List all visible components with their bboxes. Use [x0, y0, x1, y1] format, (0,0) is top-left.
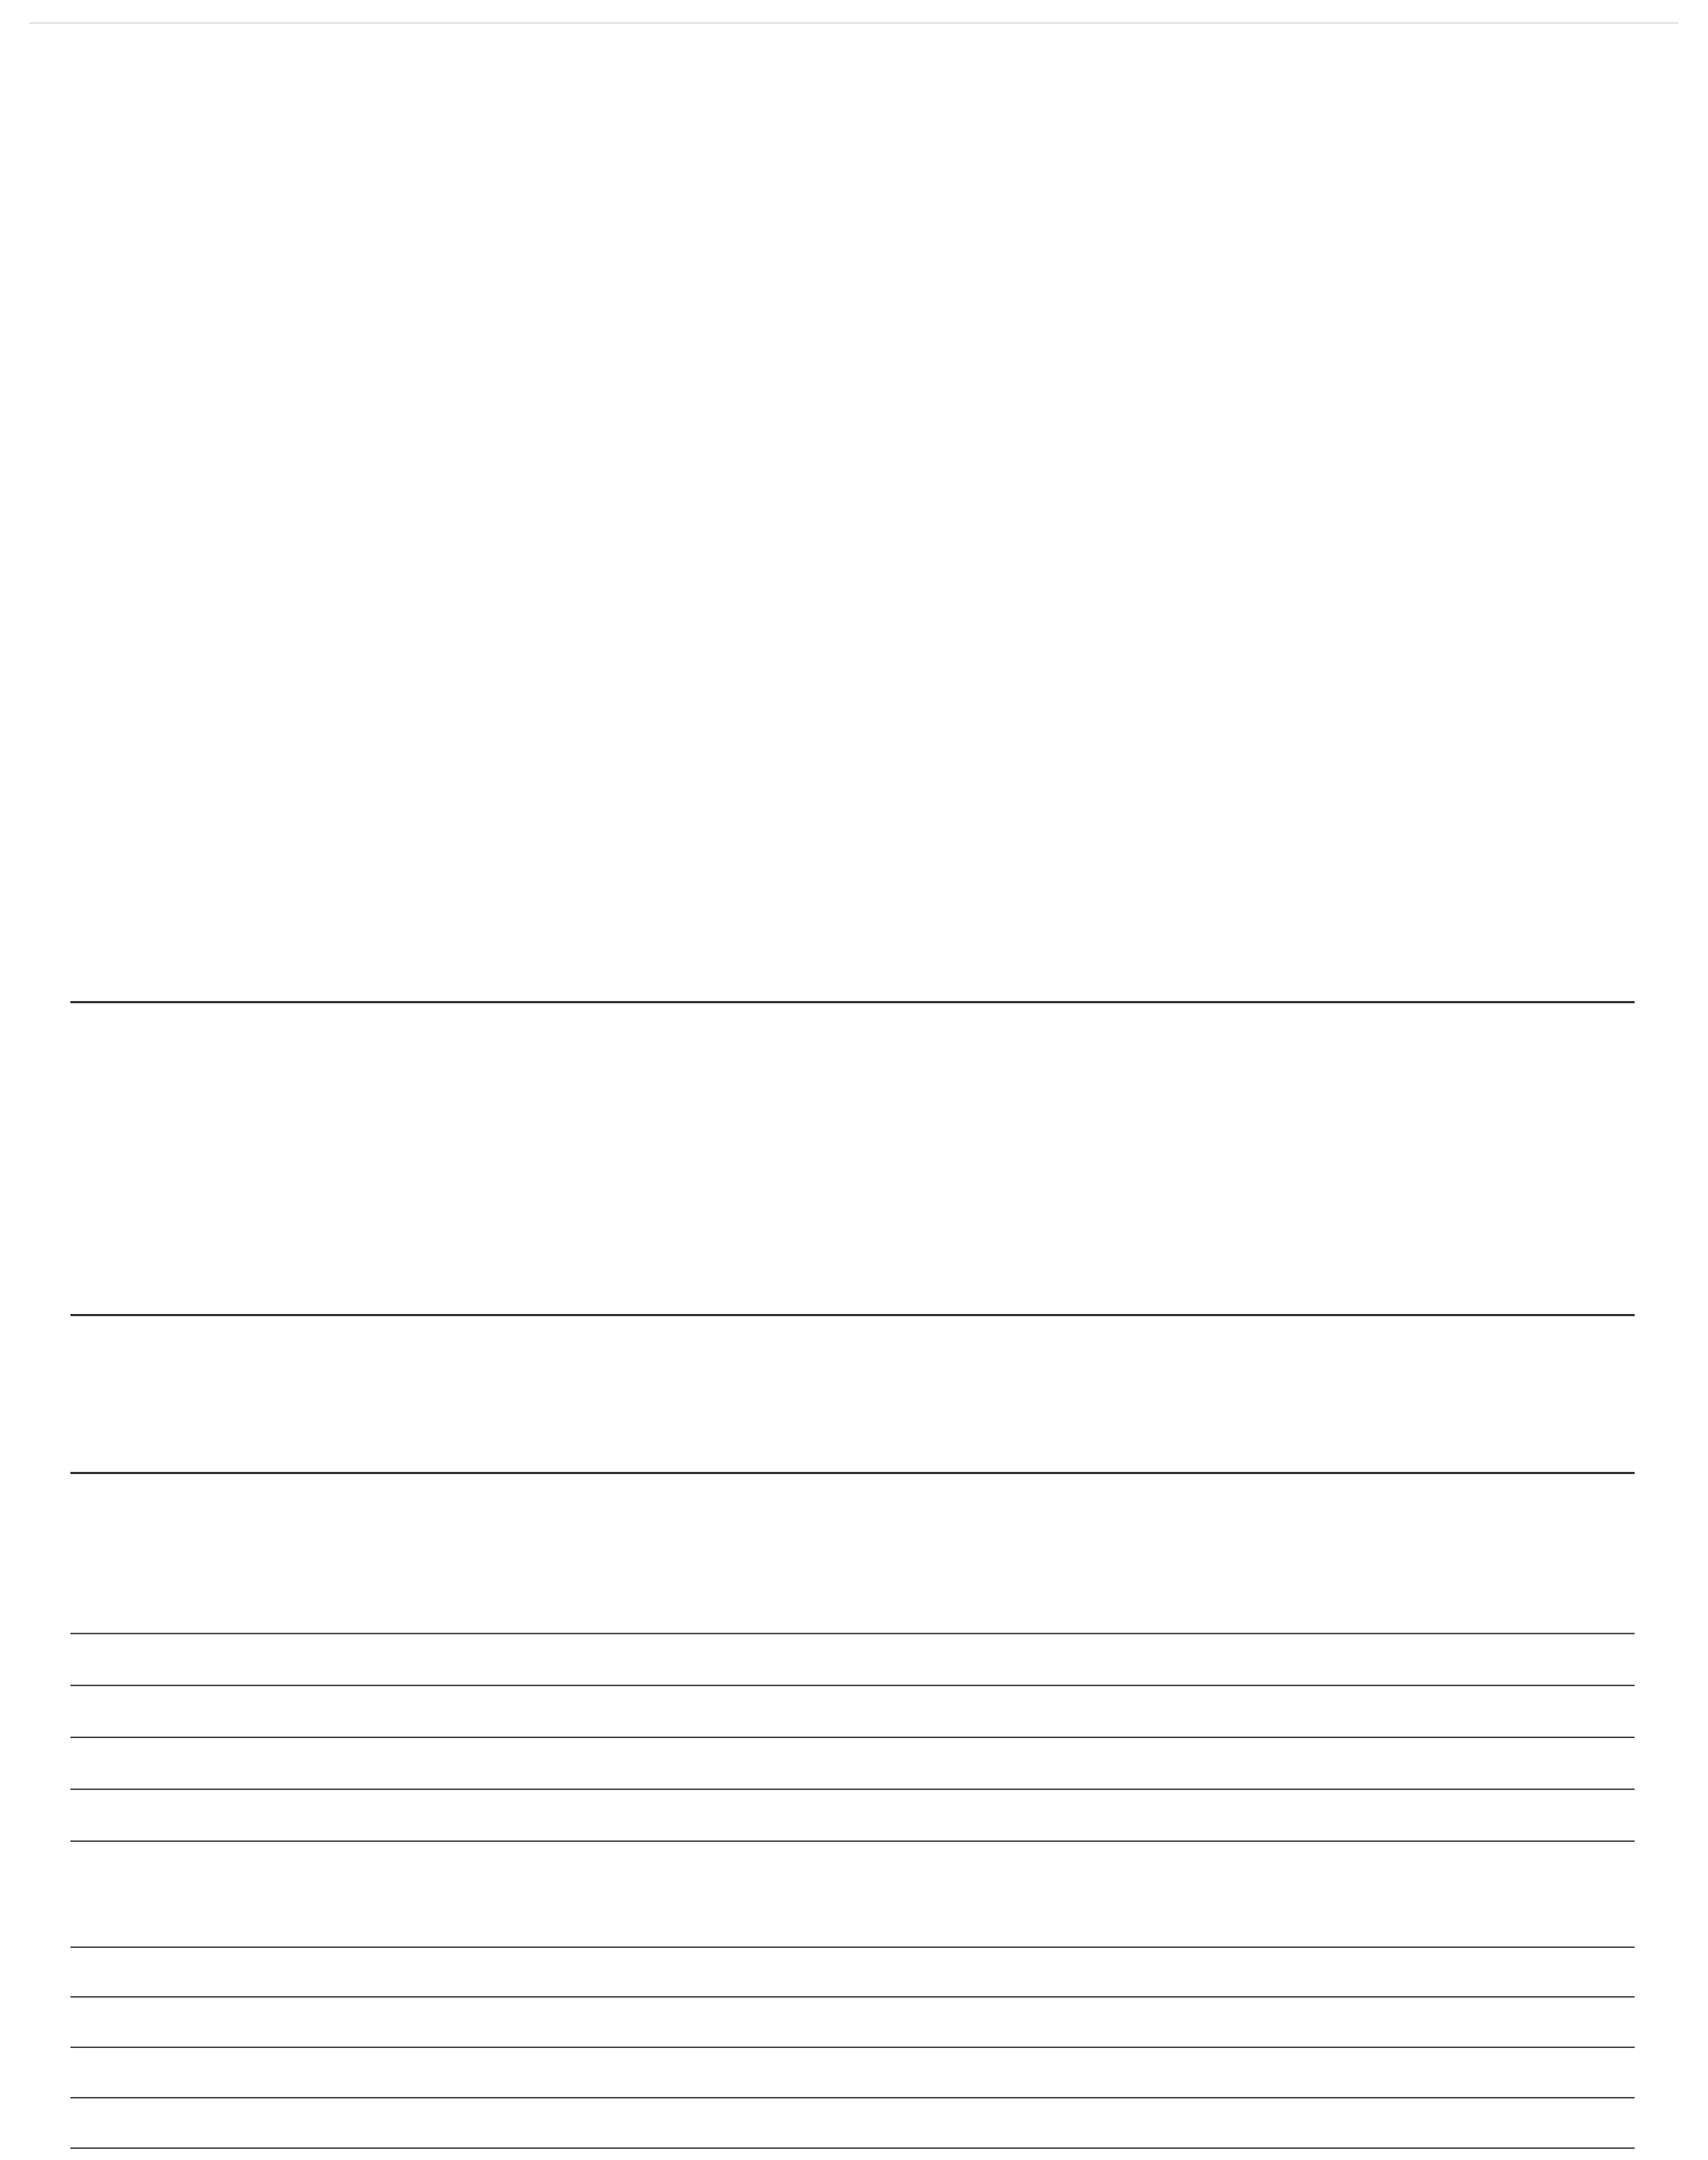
- q9-rule: [70, 1840, 1635, 1842]
- question-7-title: [70, 1264, 200, 1307]
- q10-rule: [70, 1946, 1635, 1948]
- q9-rule: [70, 1789, 1635, 1790]
- q9-rule: [70, 1633, 1635, 1634]
- q10-rule: [70, 2047, 1635, 2048]
- q9-rule: [70, 1737, 1635, 1738]
- q10-rule: [70, 2097, 1635, 2098]
- question-7-underline: [70, 1314, 1635, 1316]
- question-9-title: [70, 1576, 200, 1619]
- q10-rule: [70, 1996, 1635, 1998]
- page-top-edge: [30, 22, 1678, 24]
- question-10-title: [70, 1883, 200, 1926]
- question-8-title: [70, 1420, 200, 1463]
- question-8-underline: [70, 1472, 1635, 1474]
- question-6-underline: [70, 1001, 1635, 1003]
- q10-rule: [70, 2147, 1635, 2149]
- q9-rule: [70, 1685, 1635, 1686]
- question-6-title: [70, 951, 200, 994]
